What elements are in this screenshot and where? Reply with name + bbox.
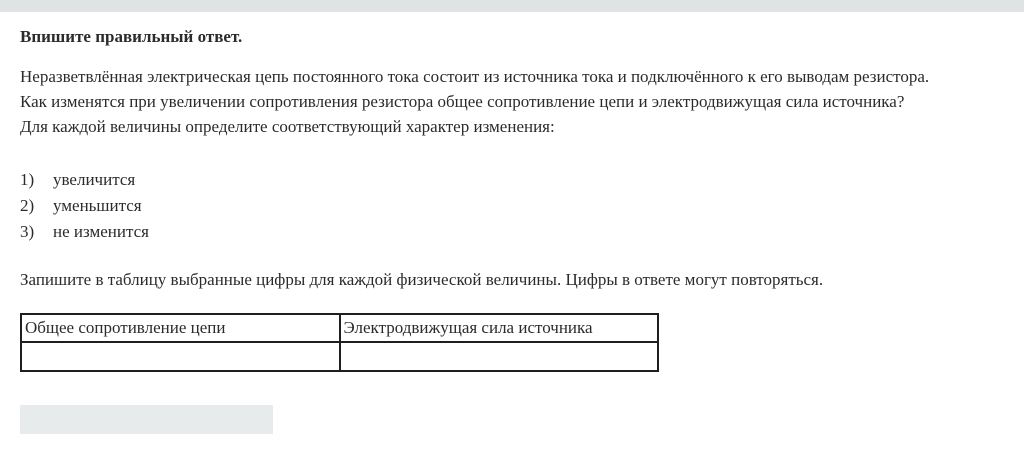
- answer-table: [20, 313, 659, 372]
- table-answer-row: [21, 342, 658, 371]
- question-page: [0, 26, 1024, 372]
- option-number: 1): [20, 170, 35, 189]
- option-number: 3): [20, 222, 35, 241]
- question-line: Неразветвлённая электрическая цепь постоянного тока состоит из источника тока и подключённого к его выводам резистора.: [20, 67, 930, 86]
- page-title: Впишите правильный ответ.: [20, 27, 243, 46]
- option-number: 2): [20, 196, 35, 215]
- option-label: увеличится: [53, 170, 136, 189]
- option-item-1: [20, 167, 1004, 193]
- instruction-text: Запишите в таблицу выбранные цифры для каждой физической величины. Цифры в ответе могут повторяться.: [20, 270, 824, 289]
- answer-cell-resistance[interactable]: [21, 342, 340, 371]
- answer-cell-emf[interactable]: [340, 342, 659, 371]
- question-text: [20, 64, 1004, 139]
- options-list: [20, 167, 1004, 245]
- table-header-row: [21, 314, 658, 342]
- column-header-resistance: Общее сопротивление цепи: [21, 314, 340, 342]
- option-item-3: [20, 219, 1004, 245]
- answer-input-box[interactable]: [20, 405, 273, 434]
- option-item-2: [20, 193, 1004, 219]
- option-label: уменьшится: [53, 196, 142, 215]
- question-line: Как изменятся при увеличении сопротивления резистора общее сопротивление цепи и электродвижущая сила источника?: [20, 92, 905, 111]
- option-label: не изменится: [53, 222, 149, 241]
- top-bar: [0, 0, 1024, 12]
- question-line: Для каждой величины определите соответствующий характер изменения:: [20, 117, 555, 136]
- column-header-emf: Электродвижущая сила источника: [340, 314, 659, 342]
